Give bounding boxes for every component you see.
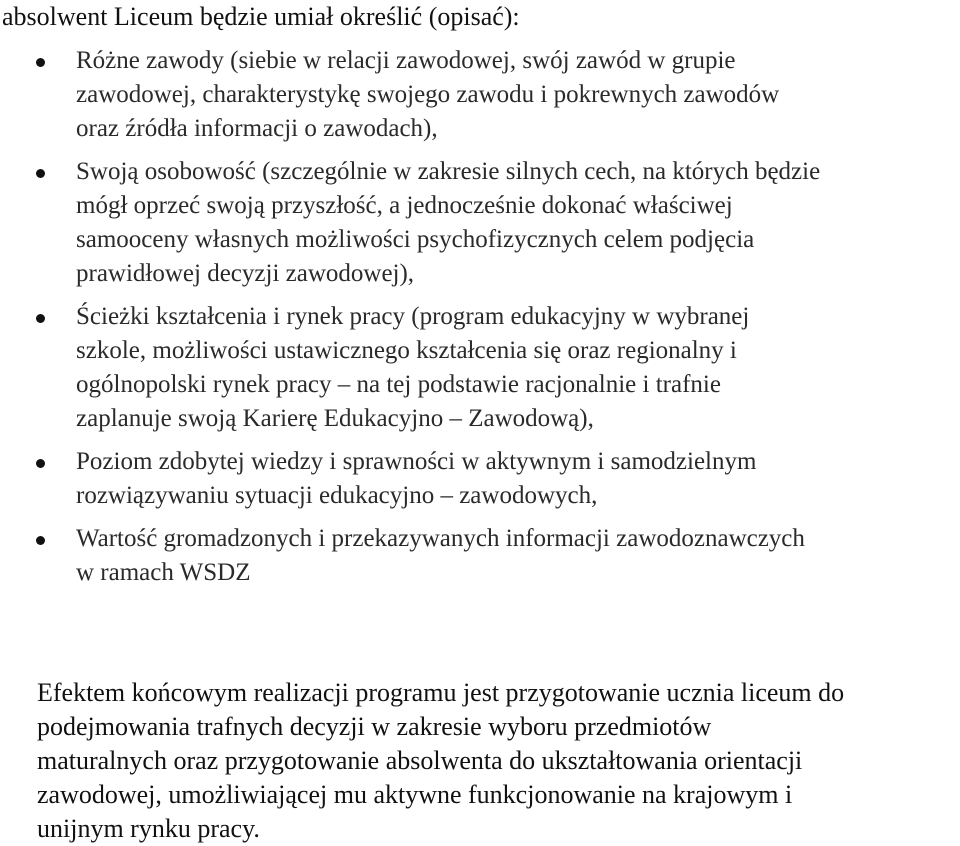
bullet-text-line: rozwiązywaniu sytuacji edukacyjno – zawodowych, (76, 482, 598, 509)
bullet-dot-icon (36, 459, 45, 468)
summary-text-line: zawodowej, umożliwiającej mu aktywne funkcjonowanie na krajowym i (37, 780, 793, 809)
bullet-item (0, 522, 960, 590)
bullet-dot-icon (36, 169, 45, 178)
bullet-text-line: ogólnopolski rynek pracy – na tej podstawie racjonalnie i trafnie (76, 371, 721, 398)
summary-paragraph (37, 676, 957, 846)
bullet-text-line: Ścieżki kształcenia i rynek pracy (program edukacyjny w wybranej (76, 303, 750, 330)
bullet-item (0, 445, 960, 513)
intro-sentence: absolwent Liceum będzie umiał określić (opisać): (2, 2, 520, 31)
bullet-item (0, 300, 960, 436)
bullet-text-line: Poziom zdobytej wiedzy i sprawności w aktywnym i samodzielnym (76, 448, 757, 475)
bullet-item (0, 44, 960, 146)
bullet-text-line: oraz źródła informacji o zawodach), (76, 115, 438, 142)
bullet-text-line: prawidłowej decyzji zawodowej), (76, 260, 415, 287)
bullet-dot-icon (36, 58, 45, 67)
bullet-text-line: zawodowej, charakterystykę swojego zawodu i pokrewnych zawodów (76, 81, 780, 108)
bullet-text-line: zaplanuje swoją Karierę Edukacyjno – Zawodową), (76, 405, 594, 432)
summary-text-line: maturalnych oraz przygotowanie absolwenta do ukształtowania orientacji (37, 746, 803, 775)
bullet-dot-icon (36, 314, 45, 323)
bullet-dot-icon (36, 536, 45, 545)
bullet-text-line: szkole, możliwości ustawicznego kształcenia się oraz regionalny i (76, 337, 737, 364)
bullet-text-line: Różne zawody (siebie w relacji zawodowej, swój zawód w grupie (76, 47, 736, 74)
summary-text-line: Efektem końcowym realizacji programu jest przygotowanie ucznia liceum do (37, 678, 845, 707)
summary-text-line: unijnym rynku pracy. (37, 814, 260, 843)
bullet-text-line: samooceny własnych możliwości psychofizycznych celem podjęcia (76, 226, 755, 253)
bullet-text-line: w ramach WSDZ (76, 559, 251, 586)
bullet-text-line: Swoją osobowość (szczególnie w zakresie silnych cech, na których będzie (76, 158, 821, 185)
bullet-list (0, 44, 960, 599)
bullet-text-line: mógł oprzeć swoją przyszłość, a jednocześnie dokonać właściwej (76, 192, 733, 219)
summary-text-line: podejmowania trafnych decyzji w zakresie wyboru przedmiotów (37, 712, 712, 741)
bullet-text-line: Wartość gromadzonych i przekazywanych informacji zawodoznawczych (76, 525, 805, 552)
bullet-item (0, 155, 960, 291)
